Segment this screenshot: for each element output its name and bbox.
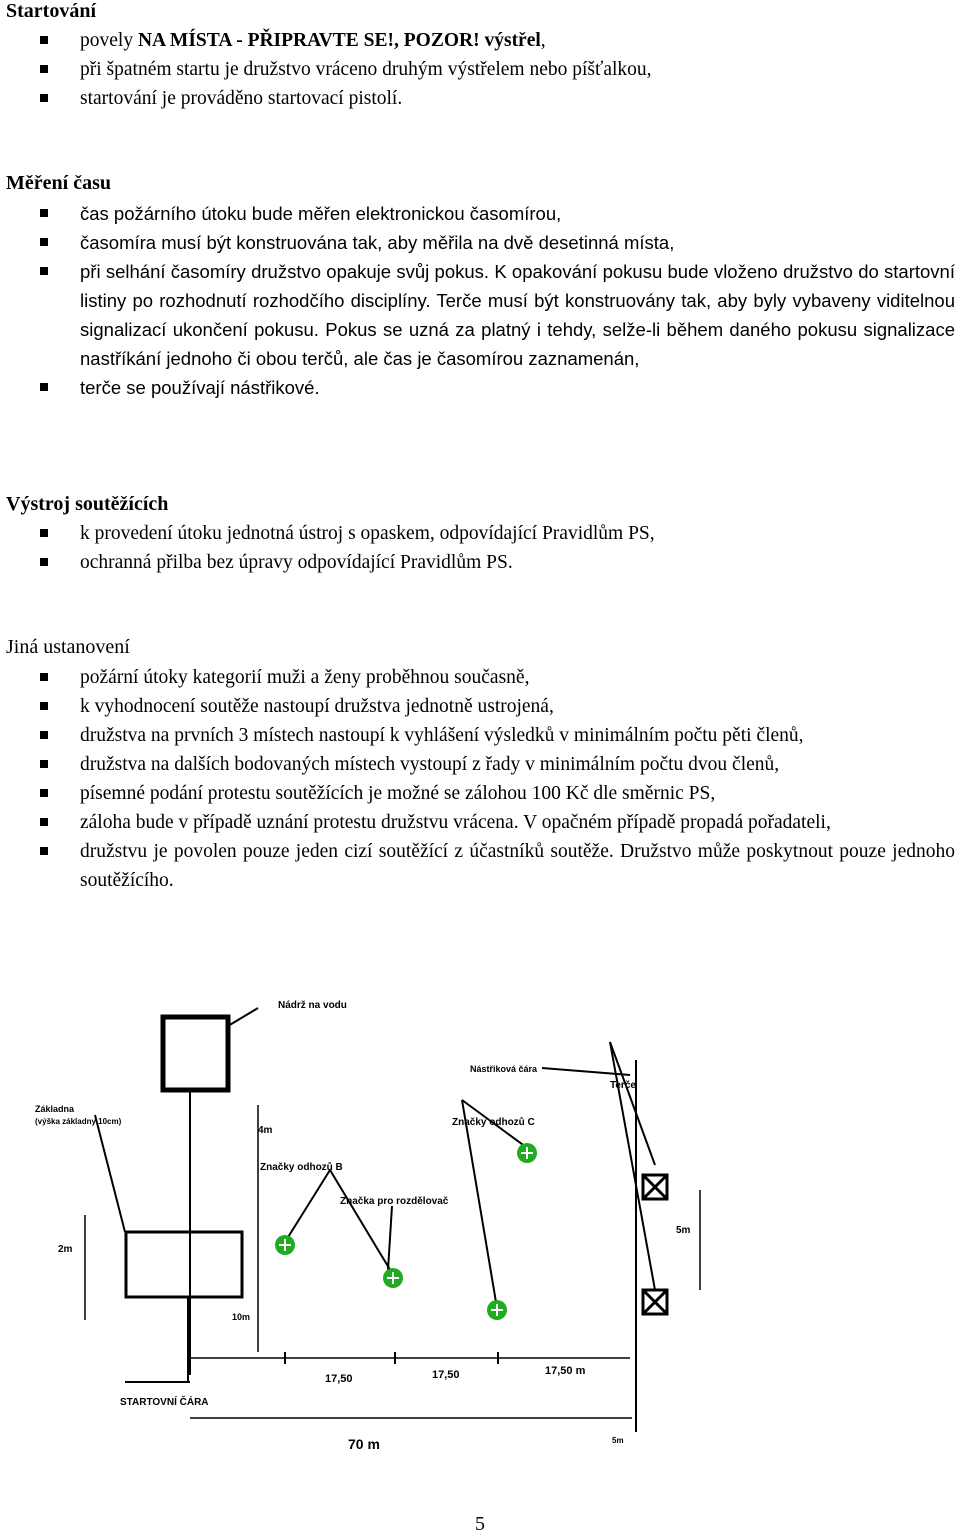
heading-mereni-casu: Měření času <box>6 172 111 194</box>
label-70m: 70 m <box>348 1436 380 1452</box>
bullet-icon <box>40 94 48 102</box>
list-jina-ustanoveni <box>0 663 955 895</box>
list-item: písemné podání protestu soutěžících je možné se zálohou 100 Kč dle směrnic PS, <box>0 779 955 808</box>
bullet-icon <box>40 760 48 768</box>
water-tank-leader-line <box>228 1008 258 1026</box>
bullet-icon <box>40 558 48 566</box>
bullet-icon <box>40 702 48 710</box>
label-4m: 4m <box>258 1125 273 1136</box>
label-10m: 10m <box>232 1312 251 1322</box>
distance-marker <box>383 1268 403 1288</box>
bullet-icon <box>40 65 48 73</box>
water-tank-shape <box>163 1017 228 1090</box>
label-5m: 5m <box>676 1225 691 1236</box>
base-leader-line <box>95 1115 125 1232</box>
target-lower <box>643 1290 667 1314</box>
label-terce: Terče <box>610 1080 636 1091</box>
list-startovani <box>0 26 955 113</box>
bullet-icon <box>40 847 48 855</box>
list-item: k provedení útoku jednotná ústroj s opaskem, odpovídající Pravidlům PS, <box>0 519 955 548</box>
leader-line <box>610 1042 655 1165</box>
base-area-shape <box>126 1232 242 1297</box>
leader-line <box>285 1170 330 1242</box>
list-item: záloha bude v případě uznání protestu družstvu vrácena. V opačném případě propadá pořadateli, <box>0 808 955 837</box>
target-upper <box>643 1175 667 1199</box>
list-item: družstva na dalších bodovaných místech vystoupí z řady v minimálním počtu dvou členů, <box>0 750 955 779</box>
bullet-icon <box>40 529 48 537</box>
label-znacky-c: Značky odhozů C <box>452 1117 535 1128</box>
leader-line <box>388 1206 392 1270</box>
distance-marker <box>275 1235 295 1255</box>
list-item: ochranná přilba bez úpravy odpovídající Pravidlům PS. <box>0 548 955 577</box>
leader-line <box>330 1170 395 1278</box>
label-nadrz: Nádrž na vodu <box>278 1000 347 1011</box>
bullet-icon <box>40 818 48 826</box>
heading-jina-ustanoveni: Jiná ustanovení <box>6 636 130 658</box>
bullet-icon <box>40 209 48 217</box>
list-item: požární útoky kategorií muži a ženy proběhnou současně, <box>0 663 955 692</box>
label-dist-1: 17,50 <box>325 1373 353 1385</box>
bullet-icon <box>40 36 48 44</box>
list-item: terče se používají nástřikové. <box>0 373 955 402</box>
list-vystroj <box>0 519 955 577</box>
label-dist-2: 17,50 <box>432 1369 460 1381</box>
label-zakladna: Základna <box>35 1104 75 1114</box>
heading-vystroj: Výstroj soutěžících <box>6 493 169 515</box>
list-item: při špatném startu je družstvo vráceno druhým výstřelem nebo píšťalkou, <box>0 55 955 84</box>
label-nastrikova-cara: Nástřiková čára <box>470 1064 538 1074</box>
page-number: 5 <box>475 1513 485 1535</box>
list-mereni-casu <box>0 199 955 402</box>
leader-line <box>462 1100 497 1308</box>
bullet-icon <box>40 383 48 391</box>
label-dist-3: 17,50 m <box>545 1365 586 1377</box>
list-item: startování je prováděno startovací pistolí. <box>0 84 955 113</box>
bullet-icon <box>40 238 48 246</box>
bullet-icon <box>40 789 48 797</box>
bullet-icon <box>40 731 48 739</box>
bullet-icon <box>40 267 48 275</box>
label-startovni-cara: STARTOVNÍ ČÁRA <box>120 1397 209 1408</box>
label-5m-bottom: 5m <box>612 1436 624 1445</box>
label-znacka-rozdelovac: Značka pro rozdělovač <box>340 1196 449 1207</box>
label-znacky-b: Značky odhozů B <box>260 1162 343 1173</box>
list-item: povely NA MÍSTA - PŘIPRAVTE SE!, POZOR! výstřel, <box>0 26 955 55</box>
label-zakladna-height: (výška základny 10cm) <box>35 1117 122 1126</box>
track-diagram <box>0 990 960 1470</box>
list-item: družstvu je povolen pouze jeden cizí soutěžící z účastníků soutěže. Družstvo může poskytnout pouze jednoho soutěžícího. <box>0 837 955 895</box>
list-item: při selhání časomíry družstvo opakuje svůj pokus. K opakování pokusu bude vloženo družstvo do startovní listiny po rozhodnutí rozhodčího disciplíny. Terče musí být konstruovány tak, aby byly vybaveny viditelnou signalizací ukončení pokusu. Pokus se uzná za platný i tehdy, selže-li během daného pokusu signalizace nastříkání jednoho či obou terčů, ale čas je časomírou zaznamenán, <box>0 257 955 373</box>
list-item: čas požárního útoku bude měřen elektronickou časomírou, <box>0 199 955 228</box>
list-item: časomíra musí být konstruována tak, aby měřila na dvě desetinná místa, <box>0 228 955 257</box>
list-item: k vyhodnocení soutěže nastoupí družstva jednotně ustrojená, <box>0 692 955 721</box>
distance-marker <box>487 1300 507 1320</box>
label-2m: 2m <box>58 1244 73 1255</box>
list-item: družstva na prvních 3 místech nastoupí k vyhlášení výsledků v minimálním počtu pěti členů, <box>0 721 955 750</box>
distance-marker <box>517 1143 537 1163</box>
bullet-icon <box>40 673 48 681</box>
heading-startovani: Startování <box>6 0 96 22</box>
